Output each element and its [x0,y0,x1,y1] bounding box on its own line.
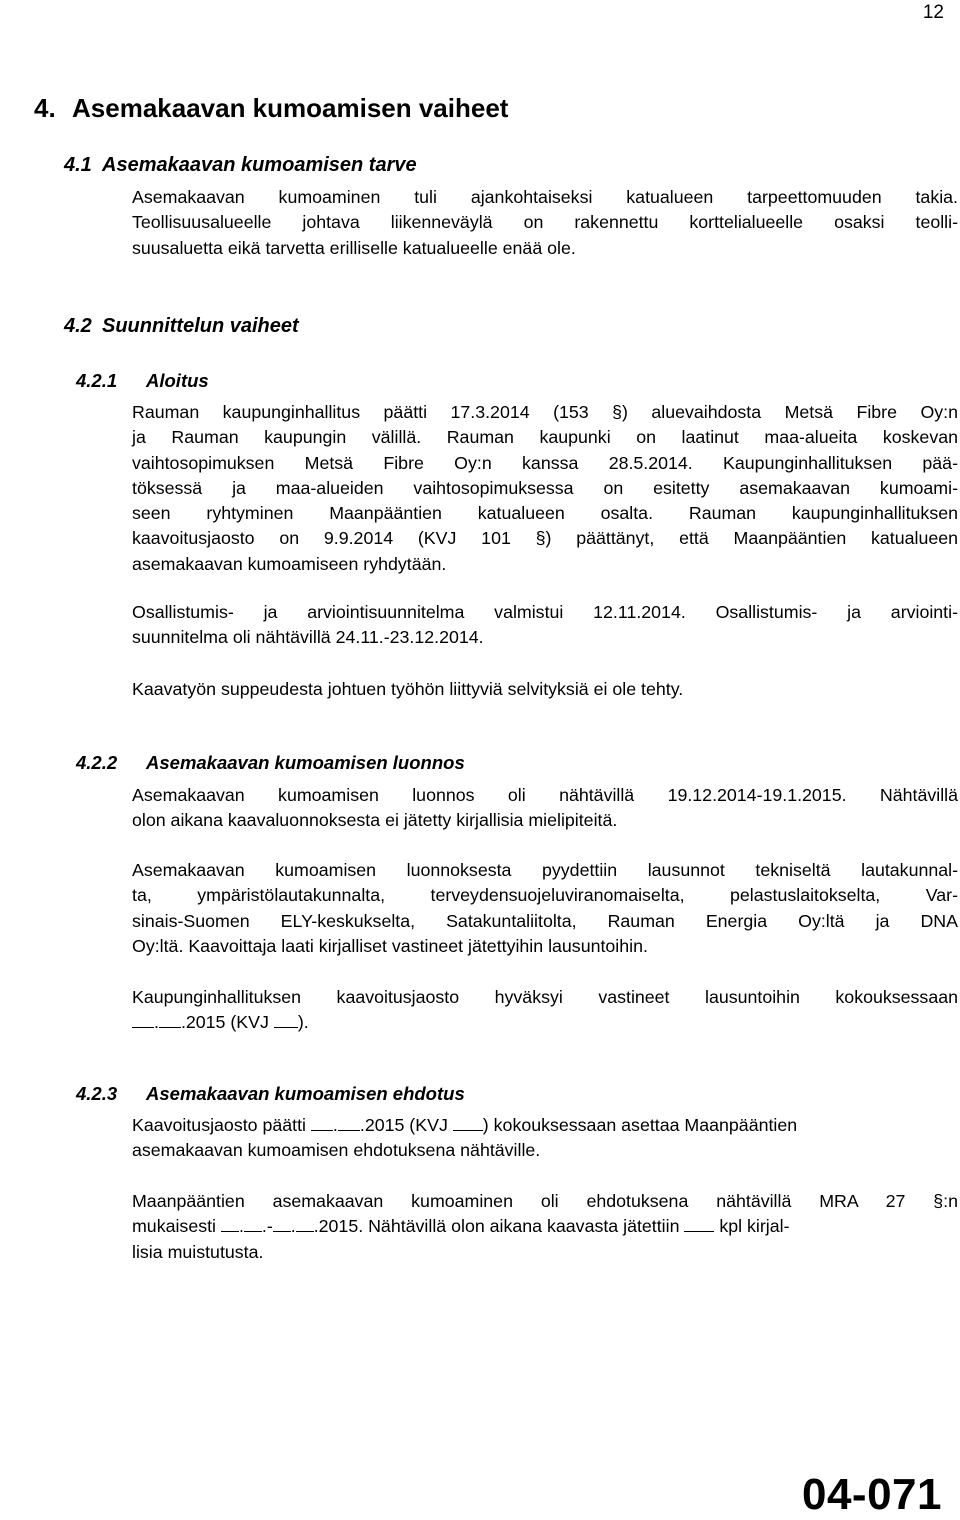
blank-field [159,1011,181,1028]
section-heading-4 [34,93,508,124]
section-title: Suunnittelun vaiheet [102,315,299,337]
paragraph-4-2-1-a [132,400,958,577]
section-number: 4.1 [64,154,92,176]
text-line: Asemakaavan kumoamisen luonnos oli nähtävillä 19.12.2014-19.1.2015. Nähtävillä [132,785,958,805]
paragraph-4-2-2-b [132,858,958,959]
text-line: olon aikana kaavaluonnoksesta ei jätetty kirjallisia mielipiteitä. [132,810,618,831]
page-number: 12 [922,2,944,23]
paragraph-4-2-1-c [132,677,958,702]
section-number: 4.2.1 [76,370,118,391]
text-line: kaavoitusjaosto on 9.9.2014 (KVJ 101 §) päättänyt, että Maanpääntien katualueen [132,528,958,549]
text-fragment: . [290,1216,296,1237]
section-heading-4-2-3 [76,1083,465,1105]
section-number: 4.2.3 [76,1083,118,1104]
blank-field [453,1114,483,1131]
section-heading-4-2-2 [76,752,465,774]
section-heading-4-2 [64,315,299,338]
blank-field [274,1011,298,1028]
blank-field [684,1215,714,1232]
text-fragment: Kaavoitusjaosto päätti [132,1115,311,1135]
text-line: Rauman kaupunginhallitus päätti 17.3.2014 (153 §) aluevaihdosta Metsä Fibre Oy:n [132,402,958,422]
document-code: 04-071 [801,1470,942,1519]
text-line [132,1113,958,1138]
text-fragment: . [332,1115,338,1135]
paragraph-4-2-2-a [132,783,958,834]
section-heading-4-2-1 [76,370,209,392]
text-line: vaihtosopimuksen Metsä Fibre Oy:n kanssa 28.5.2014. Kaupunginhallituksen pää- [132,452,958,473]
section-title: Asemakaavan kumoamisen ehdotus [146,1083,465,1104]
blank-field [338,1114,360,1131]
text-line: Oy:ltä. Kaavoittaja laati kirjalliset vastineet jätettyihin lausuntoihin. [132,935,648,956]
blank-field [132,1011,154,1028]
text-line: seen ryhtyminen Maanpääntien katualueen osalta. Rauman kaupunginhallituksen [132,503,958,524]
paragraph-4-1 [132,185,958,261]
section-title: Asemakaavan kumoamisen tarve [102,154,417,176]
text-fragment: .2015. Nähtävillä olon aikana kaavasta jätettiin [313,1216,685,1237]
text-fragment: . [238,1216,244,1237]
section-title: Aloitus [146,370,209,391]
section-number: 4.2.2 [76,752,118,773]
text-line: asemakaavan kumoamisen ehdotuksena nähtäville. [132,1140,541,1161]
text-fragment: . [154,1012,159,1033]
text-line [132,1214,958,1239]
text-line: töksessä ja maa-alueiden vaihtosopimuksessa on esitetty asemakaavan kumoami- [132,477,958,498]
text-line [132,1010,958,1035]
text-line: Teollisuusalueelle johtava liikenneväylä on rakennettu korttelialueelle osaksi teolli- [132,212,958,233]
blank-field [296,1215,314,1232]
section-title: Asemakaavan kumoamisen luonnos [146,752,465,773]
text-fragment: .- [261,1216,273,1237]
text-fragment: ). [297,1012,309,1033]
section-number: 4. [34,93,56,123]
text-fragment: kpl kirjal- [714,1216,790,1237]
text-fragment: .2015 (KVJ [180,1012,274,1033]
section-number: 4.2 [64,315,92,337]
paragraph-4-2-3-a [132,1113,958,1164]
text-line: ta, ympäristölautakunnalta, terveydensuojeluviranomaiselta, pelastuslaitokselta, Var- [132,885,958,906]
paragraph-4-2-3-b [132,1189,958,1265]
text-line: Asemakaavan kumoamisen luonnoksesta pyydettiin lausunnot tekniseltä lautakunnal- [132,860,958,880]
text-line: Osallistumis- ja arviointisuunnitelma valmistui 12.11.2014. Osallistumis- ja arviointi- [132,602,958,622]
text-fragment: .2015 (KVJ [359,1115,453,1135]
blank-field [221,1215,239,1232]
text-line: suunnitelma oli nähtävillä 24.11.-23.12.2014. [132,627,484,648]
text-line: Maanpääntien asemakaavan kumoaminen oli ehdotuksena nähtävillä MRA 27 §:n [132,1191,958,1211]
text-fragment: ) kokouksessaan asettaa Maanpääntien [482,1115,798,1135]
text-line: asemakaavan kumoamiseen ryhdytään. [132,553,447,574]
blank-field [311,1114,333,1131]
text-line: Kaavatyön suppeudesta johtuen työhön liittyviä selvityksiä ei ole tehty. [132,679,684,699]
text-line: lisia muistutusta. [132,1241,264,1262]
text-line: ja Rauman kaupungin välillä. Rauman kaupunki on laatinut maa-alueita koskevan [132,427,958,448]
text-fragment: mukaisesti [132,1216,221,1237]
text-line: suusaluetta eikä tarvetta erilliselle katualueelle enää ole. [132,237,576,258]
section-heading-4-1 [64,154,417,177]
text-line: Kaupunginhallituksen kaavoitusjaosto hyväksyi vastineet lausuntoihin kokouksessaan [132,987,958,1007]
paragraph-4-2-2-c [132,985,958,1036]
text-line: sinais-Suomen ELY-keskukselta, Satakuntaliitolta, Rauman Energia Oy:ltä ja DNA [132,910,958,931]
text-line: Asemakaavan kumoaminen tuli ajankohtaiseksi katualueen tarpeettomuuden takia. [132,187,958,207]
section-title: Asemakaavan kumoamisen vaiheet [72,93,509,123]
paragraph-4-2-1-b [132,600,958,651]
blank-field [244,1215,262,1232]
blank-field [273,1215,291,1232]
